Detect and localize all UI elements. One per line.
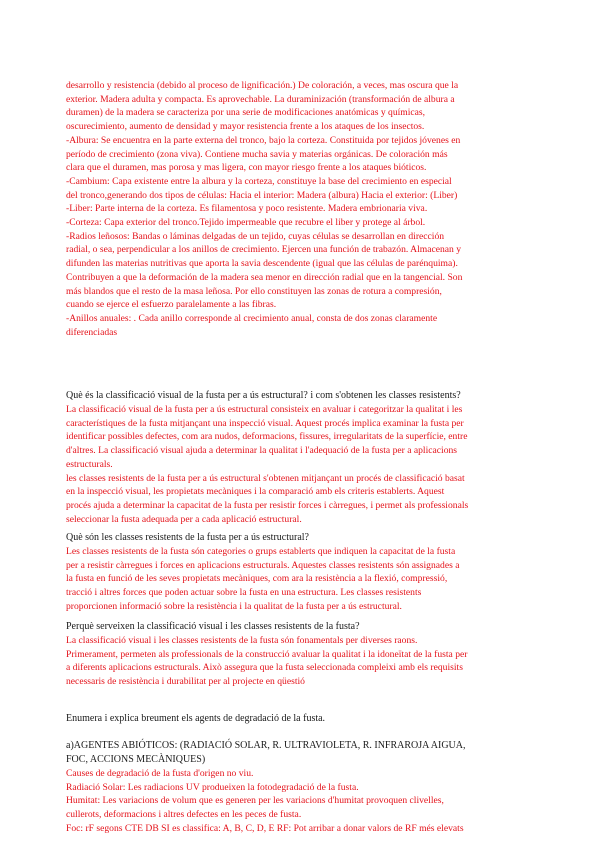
- abiotic-agents-heading: [66, 739, 536, 767]
- text-line: -Cambium: Capa existente entre la albura y la corteza, constituye la base del crecimiento en especial: [66, 175, 452, 187]
- question-2-answer: [66, 545, 536, 614]
- text-line: -Albura: Se encuentra en la parte externa del tronco, bajo la corteza. Constituida por tejidos jóvenes en: [66, 134, 461, 146]
- question-2-title: Què són les classes resistents de la fusta per a ús estructural?: [66, 532, 309, 543]
- text-line: diferenciadas: [66, 326, 118, 338]
- question-1-answer: [66, 403, 536, 526]
- answer-line: Radiació Solar: Les radiacions UV produeixen la fotodegradació de la fusta.: [66, 781, 359, 793]
- question-3-title: Perquè serveixen la classificació visual i les classes resistents de la fusta?: [66, 621, 360, 632]
- text-line: oscurecimiento, aumento de densidad y mayor resistencia frente a los ataques de los insectos.: [66, 121, 425, 133]
- text-line: duramen) de la madera se caracteriza por una serie de modificaciones anatómicas y químicas,: [66, 107, 426, 119]
- intro-wood-structure-text: [66, 79, 536, 339]
- question-1-block: [66, 389, 536, 526]
- text-line: -Corteza: Capa exterior del tronco.Tejido impermeable que recubre el liber y protege al árbol.: [66, 217, 426, 229]
- answer-line: en la inspecció visual, les propietats mecàniques i la comparació amb els criteris establerts. Aquest: [66, 486, 445, 498]
- text-line: desarrollo y resistencia (debido al proceso de lignificación.) De coloración, a veces, mas oscura que la: [66, 80, 459, 91]
- question-3-block: [66, 620, 536, 689]
- answer-line: Les classes resistents de la fusta són categories o grups establerts que indiquen la capacitat de la fusta: [66, 546, 456, 557]
- answer-line: Humitat: Les variacions de volum que es generen per les variacions d'humitat provoquen clivelles,: [66, 795, 444, 807]
- answer-line: procés ajuda a determinar la capacitat de la fusta per resistir forces i càrregues, i permet als professionals: [66, 499, 469, 511]
- text-line: cuando se ejerce el esfuerzo paralelamente a las fibras.: [66, 299, 277, 311]
- answer-line: La classificació visual i les classes resistents de la fusta són fonamentals per diverses raons.: [66, 635, 418, 646]
- answer-line: a diferents aplicacions estructurals. Això assegura que la fusta seleccionada compleixi amb els requisits: [66, 662, 463, 674]
- text-line: difunden las materias nutritivas que aporta la savia descendente (igual que las células de parénquima).: [66, 258, 458, 270]
- text-line: período de crecimiento (zona viva). Contiene mucha savia y materias orgánicas. De coloración más: [66, 148, 448, 160]
- answer-line: identificar possibles defectes, com ara nudos, deformacions, fissures, irregularitats de la superfície, entre: [66, 431, 468, 443]
- answer-line: cullerots, deformacions i altres defectes en les peces de fusta.: [66, 809, 302, 821]
- answer-line: Foc: rF segons CTE DB SI es classifica: A, B, C, D, E RF: Pot arribar a donar valors de RF més elevats: [66, 822, 464, 834]
- answer-line: Primerament, permeten als professionals de la construcció avaluar la qualitat i la idoneïtat de la fusta per: [66, 648, 468, 660]
- abiotic-agents-answer: [66, 767, 536, 836]
- heading-line: FOC, ACCIONS MECÀNIQUES): [66, 754, 206, 765]
- heading-line: a)AGENTES ABIÓTICOS: (RADIACIÓ SOLAR, R. ULTRAVIOLETA, R. INFRAROJA AIGUA,: [66, 740, 466, 751]
- answer-line: seleccionar la fusta adequada per a cada aplicació estructural.: [66, 513, 302, 525]
- question-4-block: [66, 712, 536, 726]
- question-4-title: Enumera i explica breument els agents de degradació de la fusta.: [66, 713, 326, 724]
- text-line: -Liber: Parte interna de la corteza. Es filamentosa y poco resistente. Madera embrionaria viva.: [66, 203, 428, 215]
- text-line: radial, o sea, perpendicular a los anillos de crecimiento. Ejercen una función de trabazón. Almacenan y: [66, 244, 462, 256]
- text-line: más blandos que el resto de la masa leñosa. Por ello constituyen las zonas de rotura a compresión,: [66, 285, 442, 297]
- answer-line: Causes de degradació de la fusta d'origen no viu.: [66, 768, 254, 779]
- question-3-answer: [66, 634, 536, 689]
- answer-line: les classes resistents de la fusta per a ús estructural s'obtenen mitjançant un procés de classificació basat: [66, 472, 465, 484]
- question-2-block: [66, 531, 536, 614]
- answer-line: d'altres. La classificació visual ajuda a determinar la qualitat i l'adequació de la fusta per a aplicacions: [66, 445, 458, 457]
- answer-line: proporcionen informació sobre la resistència i la qualitat de la fusta per a ús estructural.: [66, 600, 402, 612]
- answer-line: La classificació visual de la fusta per a ús estructural consisteix en avaluar i categoritzar la qualitat i les: [66, 404, 463, 415]
- answer-line: tracció i altres forces que poden actuar sobre la fusta en una estructura. Les classes resistents: [66, 587, 422, 599]
- text-line: -Anillos anuales: . Cada anillo corresponde al crecimiento anual, consta de dos zonas claramente: [66, 312, 438, 324]
- text-line: Contribuyen a que la deformación de la madera sea menor en dirección radial que en la tangencial. Son: [66, 271, 463, 283]
- abiotic-agents-section: [66, 739, 536, 836]
- text-line: exterior. Madera adulta y compacta. Es aprovechable. La duraminización (transformación de albura a: [66, 93, 455, 105]
- answer-line: per a resistir càrregues i forces en aplicacions estructurals. Aquestes classes resistents són assignades a: [66, 559, 460, 571]
- answer-line: característiques de la fusta mitjançant una inspecció visual. Aquest procés implica examinar la fusta per: [66, 417, 464, 429]
- answer-line: la fusta en funció de les seves propietats mecàniques, com ara la resistència a la flexió, compressió,: [66, 573, 448, 585]
- answer-line: estructurals.: [66, 458, 113, 470]
- question-1-title: Què és la classificació visual de la fusta per a ús estructural? i com s'obtenen les classes resistents?: [66, 390, 461, 401]
- text-line: clara que el duramen, mas porosa y mas ligera, con mayor riesgo frente a los ataques bióticos.: [66, 162, 427, 174]
- answer-line: necessaris de resistència i durabilitat per al projecte en qüestió: [66, 676, 305, 688]
- text-line: del tronco,generando dos tipos de células: Hacia el interior: Madera (albura) Hacia el exterior: (Liber): [66, 189, 458, 201]
- text-line: -Radios leñosos: Bandas o láminas delgadas de un tejido, cuyas células se desarrollan en dirección: [66, 230, 445, 242]
